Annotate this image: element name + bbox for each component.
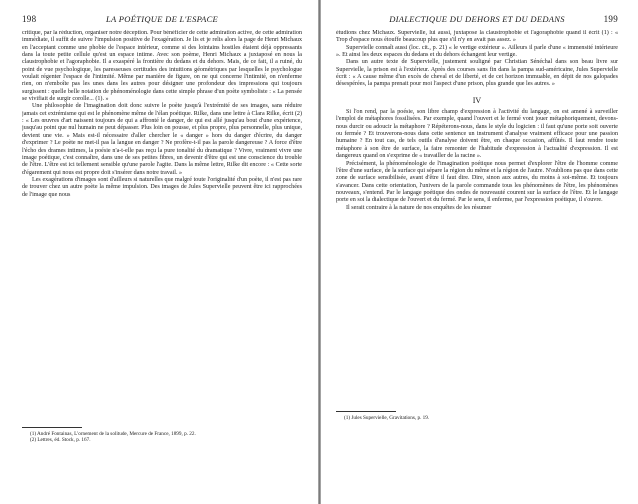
right-page	[336, 12, 618, 498]
section-heading: IV	[472, 95, 482, 105]
paragraph: critique, par la réduction, organiser notre déception. Pour bénéficier de cette admiration active, de cette admiration immédiate, il suffit de suivre l'impulsion positive de l'exagération. Je lis et je relis alors la page de Henri Michaux en l'acceptant comme une phobie de l'espace intérieur, comme si des lointains hostiles étaient déjà oppressants dans la toute petite cellule qu'est un espace intime. Avec son poème, Henri Michaux a juxtaposé en nous la claustrophobie et l'agoraphobie. Il a exaspéré la frontière du dedans et du dehors. Mais, de ce fait, il a ruiné, du point de vue psychologique, les paresseuses certitudes des intuitions géométriques par lesquelles le psychologue voulait régenter l'espace de l'intimité. Même par manière de figure, on ne qui concerne l'intimité, on n'enferme rien, on n'emboîte pas les unes dans les autres pour désigner une profondeur des impressions qui toujours surgissent : quelle belle notation de phénoménologie dans cette simple phrase d'un poète symboliste : « La pensée se vivifiait de surgir corolle... (1). »	[22, 30, 302, 103]
left-page-body	[22, 30, 302, 422]
footnote: (1) André Fontainas, L'ornement de la solitude, Mercure de France, 1899, p. 22.	[30, 431, 196, 437]
right-running-title: DIALECTIQUE DU DEHORS ET DU DEDANS	[389, 14, 565, 24]
paragraph: Il serait contraire à la nature de nos enquêtes de les résumer	[346, 204, 492, 211]
paragraph: Dans un autre texte de Supervielle, justement souligné par Christian Sénéchal dans son beau livre sur Supervielle, la prison est à l'extérieur. Après des courses sans fin dans la pampa sud-américaine, Jules Supervielle écrit : « A cause même d'un excès de cheval et de liberté, et de cet horizon immuable, en dépit de nos galopades désespérées, la pampa prenait pour moi l'aspect d'une prison, plus grande que les autres. »	[336, 59, 618, 88]
paragraph: Précisément, la phénoménologie de l'imagination poétique nous permet d'explorer l'être de l'homme comme l'être d'une surface, de la surface qui sépare la région du même et la région de l'autre. N'oublions pas que dans cette zone de surface sensibilisée, avant d'être il faut dire. Dire, sinon aux autres, du moins à soi-même. Et toujours s'avancer. Dans cette orientation, l'univers de la parole commande tous les phénomènes de l'être, les phénomènes nouveaux, s'entend. Par le langage poétique des ondes de nouveauté courent sur la surface de l'être. Et le langage porte en soi la dialectique de l'ouvert et du fermé. Par le sens, il enferme, par l'expression poétique, il s'ouvre.	[336, 160, 618, 204]
paragraph: étudions chez Michaux. Supervielle, lui aussi, juxtapose la claustrophobie et l'agoraphobie quand il écrit (1) : « Trop d'espace nous étouffe beaucoup plus que s'il n'y en avait pas assez. »	[336, 30, 618, 44]
right-running-head	[336, 12, 618, 26]
paragraph: Supervielle connaît aussi (loc. cit., p. 21) « le vertige extérieur ». Ailleurs il parle d'une « immensité intérieure ». Et ainsi les deux espaces du dedans et du dehors échangent leur vertige.	[336, 44, 618, 59]
left-page-number: 198	[22, 14, 37, 24]
paragraph: Si l'on rend, par la poésie, son libre champ d'expression à l'activité du langage, on est amené à surveiller l'emploi de métaphores fossilisées. Par exemple, quand l'ouvert et le fermé vont jouer métaphoriquement, devons-nous durcir ou adoucir la métaphore ? Répéterons-nous, dans le style du logicien : il faut qu'une porte soit ouverte ou fermée ? Et trouverons-nous dans cette sentence un instrument d'analyse vraiment efficace pour une passion humaine ? En tout cas, de tels outils d'analyse doivent être, en chaque occasion, affûtés. Il faut rendre toute métaphore à son être de surface, la faire remonter de l'habitude d'expression à l'actualité d'expression. Il est dangereux quand on s'exprime de « travailler de la racine ».	[336, 109, 618, 160]
footnote: (1) Jules Supervielle, Gravitations, p. 19.	[344, 415, 430, 421]
book-gutter	[318, 0, 321, 504]
left-running-head	[22, 12, 302, 26]
footnote-rule	[336, 411, 396, 412]
right-page-body	[336, 30, 618, 406]
footnote: (2) Lettres, éd. Stock, p. 167.	[30, 437, 91, 444]
right-page-number: 199	[603, 14, 618, 24]
left-running-title: LA POÉTIQUE DE L'ESPACE	[105, 14, 219, 24]
left-page	[22, 12, 302, 498]
paragraph: Une philosophie de l'imagination doit donc suivre le poète jusqu'à l'extrémité de ses images, sans réduire jamais cet extrémisme qui est le phénomène même de l'élan poétique. Rilke, dans une lettre à Clara Rilke, écrit (2) : « Les œuvres d'art naissent toujours de qui a affronté le danger, de qui est allé jusqu'au bout d'une expérience, jusqu'au point que nul humain ne peut dépasser. Plus loin on pousse, et plus propre, plus personnelle, plus unique, devient une vie. » Mais est-il nécessaire d'aller chercher le « danger » hors du danger d'écrire, du danger d'exprimer ? Le poète ne met-il pas la langue en danger ? Ne profère-t-il pas la parole dangereuse ? A force d'être l'écho des drames intimes, la poésie n'a-t-elle pas reçu la pure tonalité du dramatique ? Vivre, vraiment vivre une image poétique, c'est connaître, dans une de ses petites fibres, un devenir d'être qui est une conscience du trouble de l'être. L'être est ici tellement sensible qu'une parole l'agite. Dans la même lettre, Rilke dit encore : « Cette sorte d'égarement qui nous est propre doit s'insérer dans notre travail. »	[22, 103, 302, 176]
footnote-rule	[22, 427, 82, 428]
paragraph: Les exagérations d'images sont d'ailleurs si naturelles que malgré toute l'originalité d'un poète, il n'est pas rare de trouver chez un autre poète la même impulsion. Des images de Jules Supervielle peuvent être ici rapprochées de l'image que nous	[22, 176, 302, 198]
